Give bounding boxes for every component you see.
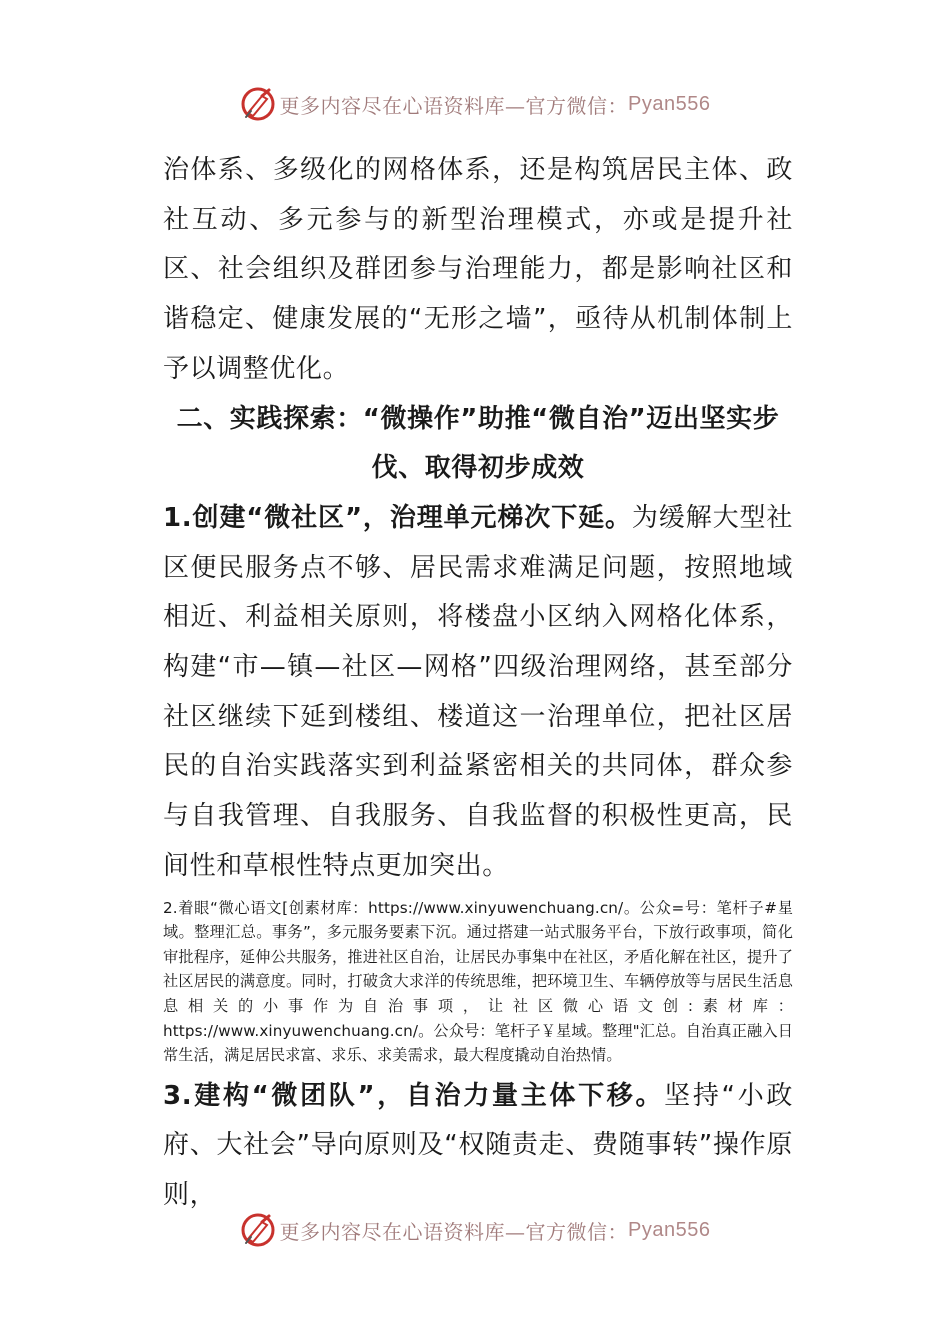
banner-text: 更多内容尽在心语资料库—官方微信： [279,93,629,118]
document-body [163,146,793,1221]
paragraph-continued: 治体系、多级化的网格体系，还是构筑居民主体、政社互动、多元参与的新型治理模式，亦或是提升社区、社会组织及群团参与治理能力，都是影响社区和谐稳定、健康发展的“无形之墙”，亟待从机制体制上予以调整优化。 [163,155,793,384]
paragraph-section-1 [163,494,793,892]
pen-quill-logo-icon [240,1212,276,1248]
section-heading: 二、实践探索：“微操作”助推“微自治”迈出坚实步伐、取得初步成效 [176,403,780,484]
banner-text: 更多内容尽在心语资料库—官方微信： [279,1219,629,1244]
banner-wechat-id: Pyan556 [628,92,711,115]
banner-wechat-id: Pyan556 [628,1218,711,1241]
paragraph-section-3 [163,1072,793,1221]
footer-banner [0,1210,950,1250]
pen-quill-logo-icon [240,86,276,122]
section-1-text: 为缓解大型社区便民服务点不够、居民需求难满足问题，按照地域相近、利益相关原则，将楼盘小区纳入网格化体系，构建“市—镇—社区—网格”四级治理网络，甚至部分社区继续下延到楼组、楼道这一治理单位，把社区居民的自治实践落实到利益紧密相关的共同体，群众参与自我管理、自我服务、自我监督的积极性更高，民间性和草根性特点更加突出。 [163,502,793,881]
section-3-lead: 3.建构“微团队”，自治力量主体下移。 [163,1080,665,1111]
section-3-text: 坚持“小政府、大社会”导向原则及“权随责走、费随事转”操作原则， [163,1080,793,1211]
section-1-lead: 1.创建“微社区”，治理单元梯次下延。 [163,502,632,533]
header-banner [0,84,950,124]
paragraph-section-2: 2.着眼“微心语文[创素材库：https://www.xinyuwenchuang.cn/。公众=号：笔杆子#星域。整理汇总。事务”，多元服务要素下沉。通过搭建一站式服务平台，下放行政事项，简化审批程序，延伸公共服务，推进社区自治，让居民办事集中在社区，矛盾化解在社区，提升了社区居民的满意度。同时，打破贪大求洋的传统思维，把环境卫生、车辆停放等与居民生活息息相关的小事作为自治事项，让社区微心语文创:素材库：https://www.xinyuwenchuang.cn/。公众号：笔杆子￥星域。整理"汇总。自治真正融入日常生活，满足居民求富、求乐、求美需求，最大程度撬动自治热情。 [163,898,793,1065]
